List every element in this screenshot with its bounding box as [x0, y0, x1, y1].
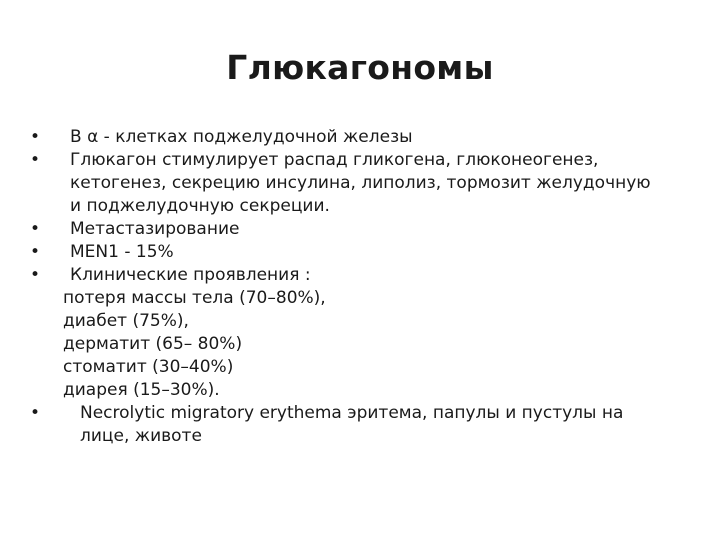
bullet-list — [30, 126, 690, 448]
bullet-item-glucagon-effects — [30, 149, 690, 218]
bullet-text: Клинические проявления : — [70, 265, 311, 285]
bullet-item-location — [30, 126, 690, 149]
bullet-marker: • — [30, 242, 41, 262]
clinical-subline: стоматит (30–40%) — [63, 357, 234, 377]
clinical-subline: диабет (75%), — [63, 311, 189, 331]
bullet-text: лице, животе — [80, 426, 202, 446]
bullet-item-clinical — [30, 264, 690, 287]
bullet-marker: • — [30, 219, 41, 239]
clinical-subline: потеря массы тела (70–80%), — [63, 288, 326, 308]
bullet-marker: • — [30, 403, 41, 423]
bullet-item-men1 — [30, 241, 690, 264]
clinical-subline: диарея (15–30%). — [63, 380, 220, 400]
bullet-marker: • — [30, 150, 41, 170]
bullet-item-metastasis — [30, 218, 690, 241]
bullet-text: Метастазирование — [70, 219, 240, 239]
bullet-text: Глюкагон стимулирует распад гликогена, глюконеогенез, — [70, 150, 599, 170]
bullet-marker: • — [30, 265, 41, 285]
bullet-text: MEN1 - 15% — [70, 242, 174, 262]
bullet-text: Necrolytic migratory erythema эритема, папулы и пустулы на — [80, 403, 624, 423]
bullet-text: кетогенез, секрецию инсулина, липолиз, тормозит желудочную — [70, 173, 651, 193]
bullet-text: В α - клетках поджелудочной железы — [70, 127, 413, 147]
slide-title: Глюкагономы — [226, 48, 494, 87]
bullet-marker: • — [30, 127, 41, 147]
clinical-subline: дерматит (65– 80%) — [63, 334, 243, 354]
bullet-text: и поджелудочную секреции. — [70, 196, 330, 216]
bullet-item-necrolytic-erythema — [30, 402, 690, 448]
